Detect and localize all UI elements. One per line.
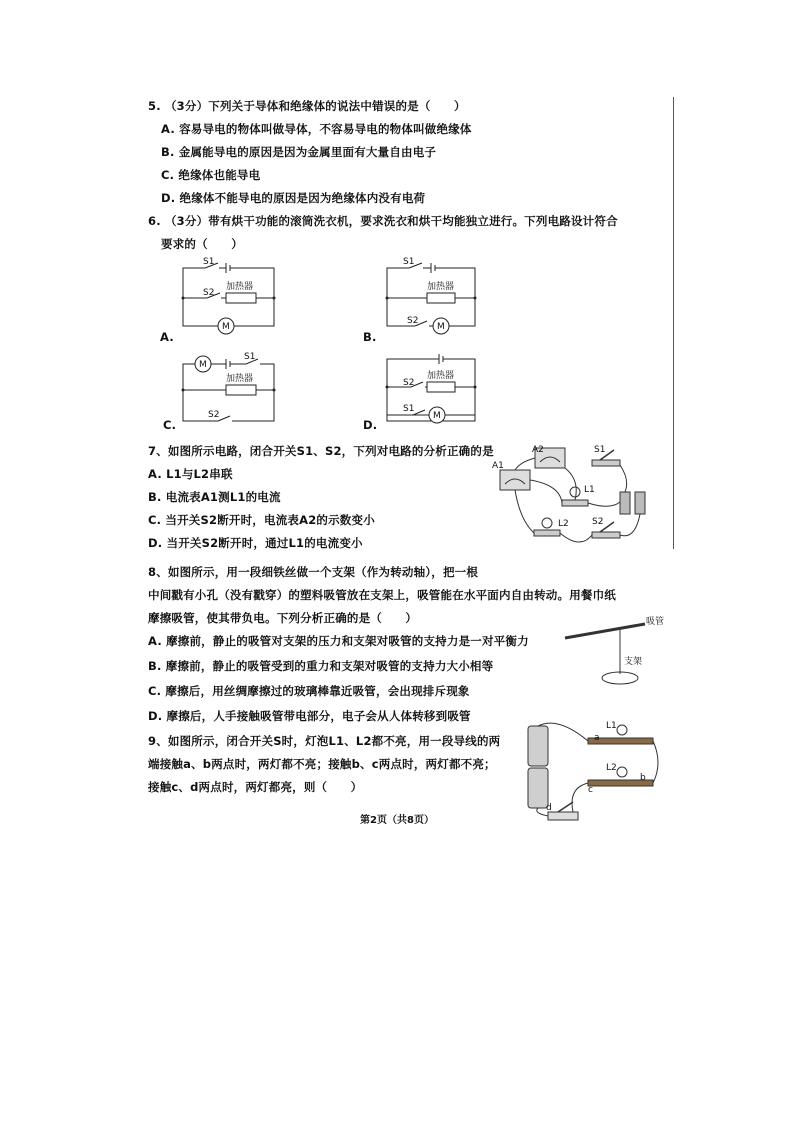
ammeter-label: A2: [532, 445, 544, 455]
option-label-b[interactable]: B.: [363, 330, 377, 344]
q8-stem-line2: 中间戳有小孔（没有戳穿）的塑料吸管放在支架上，吸管能在水平面内自由转动。用餐巾纸: [148, 588, 616, 602]
page-footer: 第2页（共8页）: [360, 815, 434, 826]
q7-option-b[interactable]: B. 电流表A1测L1的电流: [148, 490, 281, 504]
circuit-diagram-d: [365, 350, 485, 435]
q7-option-c[interactable]: C. 当开关S2断开时，电流表A2的示数变小: [148, 513, 375, 527]
q9-stem-line2: 端接触a、b两点时，两灯都不亮；接触b、c两点时，两灯都不亮；: [148, 757, 496, 771]
switch-label: S1: [203, 257, 215, 267]
q5-option-a[interactable]: A. 容易导电的物体叫做导体，不容易导电的物体叫做绝缘体: [161, 122, 472, 136]
point-label: a: [594, 733, 600, 743]
point-label: d: [546, 803, 552, 813]
heater-label: 加热器: [427, 282, 455, 292]
switch-label: S1: [244, 352, 256, 362]
option-label-d[interactable]: D.: [363, 418, 378, 432]
bulb-label: L2: [558, 519, 569, 529]
switch-label: S2: [407, 316, 419, 326]
circuit-diagram-b: [365, 255, 485, 345]
switch-label: S2: [208, 410, 220, 420]
heater-label: 加热器: [427, 371, 455, 381]
q5-option-d[interactable]: D. 绝缘体不能导电的原因是因为绝缘体内没有电荷: [161, 191, 426, 205]
q8-stem-line1: 8、如图所示，用一段细铁丝做一个支架（作为转动轴），把一根: [148, 565, 479, 579]
q6-stem-line2: 要求的（ ）: [161, 237, 243, 251]
q6-stem-line1: 6. （3分）带有烘干功能的滚筒洗衣机，要求洗衣和烘干均能独立进行。下列电路设计符合: [148, 214, 618, 228]
q9-stem-line3: 接触c、d两点时，两灯都亮，则（ ）: [148, 780, 363, 794]
q8-option-c[interactable]: C. 摩擦后，用丝绸摩擦过的玻璃棒靠近吸管，会出现排斥现象: [148, 684, 470, 698]
page-margin-line: [673, 97, 674, 549]
q9-stem-line1: 9、如图所示，闭合开关S时，灯泡L1、L2都不亮，用一段导线的两: [148, 734, 501, 748]
bulb-label: L2: [606, 763, 617, 773]
ammeter-label: A1: [492, 461, 504, 471]
motor-label: M: [433, 411, 441, 421]
switch-label: S1: [403, 404, 415, 414]
option-label-c[interactable]: C.: [163, 418, 177, 432]
stand-label: 支架: [624, 657, 643, 667]
switch-label: S2: [403, 378, 415, 388]
q8-option-b[interactable]: B. 摩擦前，静止的吸管受到的重力和支架对吸管的支持力大小相等: [148, 659, 494, 673]
q7-circuit-figure: [490, 440, 665, 552]
q7-option-d[interactable]: D. 当开关S2断开时，通过L1的电流变小: [148, 536, 363, 550]
heater-label: 加热器: [226, 282, 254, 292]
motor-label: M: [222, 322, 230, 332]
switch-label: S2: [592, 517, 604, 527]
q5-stem: 5. （3分）下列关于导体和绝缘体的说法中错误的是（ ）: [148, 99, 466, 113]
q8-option-a[interactable]: A. 摩擦前，静止的吸管对支架的压力和支架对吸管的支持力是一对平衡力: [148, 634, 529, 648]
option-label-a[interactable]: A.: [160, 330, 174, 344]
straw-label: 吸管: [646, 617, 665, 627]
bulb-label: L1: [606, 721, 617, 731]
motor-label: M: [437, 322, 445, 332]
q8-stem-line3: 摩擦吸管，使其带负电。下列分析正确的是（ ）: [148, 611, 418, 625]
q7-stem: 7、如图所示电路，闭合开关S1、S2，下列对电路的分析正确的是: [148, 444, 494, 458]
circuit-diagram-c: [160, 350, 280, 435]
switch-label: S1: [594, 445, 606, 455]
switch-label: S2: [203, 288, 215, 298]
q9-circuit-figure: [518, 718, 668, 826]
point-label: c: [588, 785, 593, 795]
q8-straw-figure: [560, 612, 670, 692]
switch-label: S1: [403, 257, 415, 267]
circuit-diagram-a: [160, 255, 280, 345]
q5-option-b[interactable]: B. 金属能导电的原因是因为金属里面有大量自由电子: [161, 145, 437, 159]
q5-option-c[interactable]: C. 绝缘体也能导电: [161, 168, 261, 182]
heater-label: 加热器: [226, 374, 254, 384]
motor-label: M: [199, 360, 207, 370]
bulb-label: L1: [584, 485, 595, 495]
point-label: b: [640, 773, 646, 783]
q8-option-d[interactable]: D. 摩擦后，人手接触吸管带电部分，电子会从人体转移到吸管: [148, 709, 471, 723]
q7-option-a[interactable]: A. L1与L2串联: [148, 467, 233, 481]
